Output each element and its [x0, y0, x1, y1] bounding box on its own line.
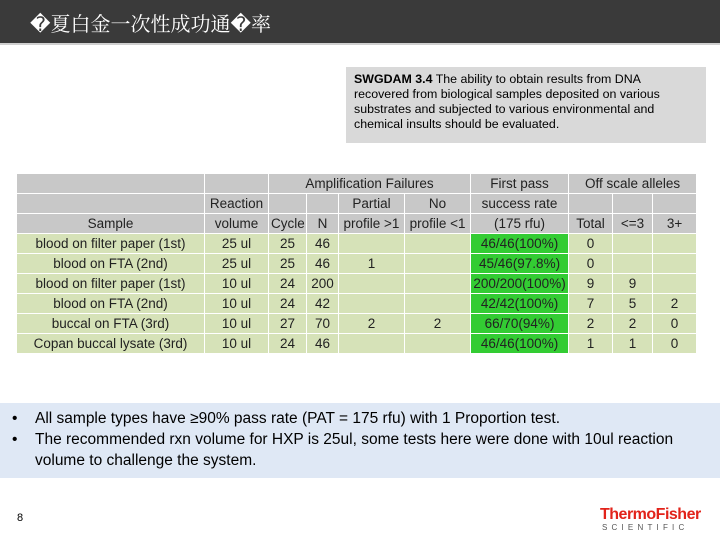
bullet-item: [10, 429, 710, 471]
cell-le3: 1: [613, 334, 653, 354]
bullet-text: The recommended rxn volume for HXP is 25ul, some tests here were done with 10ul reaction volume to challenge the system.: [35, 431, 674, 469]
cell-sample: blood on filter paper (1st): [17, 274, 205, 294]
cell-sample: buccal on FTA (3rd): [17, 314, 205, 334]
title-bar: [0, 0, 720, 45]
cell-gt3: [653, 254, 697, 274]
header-n: N: [307, 214, 339, 234]
header-le3: <=3: [613, 214, 653, 234]
table-header-row-2: [17, 194, 697, 214]
cell-volume: 25 ul: [205, 254, 269, 274]
header-first-pass: First pass: [471, 174, 569, 194]
cell-volume: 10 ul: [205, 274, 269, 294]
bullet-text: All sample types have ≥90% pass rate (PAT = 175 rfu) with 1 Proportion test.: [35, 410, 560, 427]
cell-gt3: 0: [653, 314, 697, 334]
summary-bullets: [0, 403, 720, 478]
cell-volume: 25 ul: [205, 234, 269, 254]
table-body: [17, 234, 697, 354]
cell-partial: [339, 274, 405, 294]
cell-cycle: 24: [269, 294, 307, 314]
header-profile-lt1: profile <1: [405, 214, 471, 234]
cell-le3: 2: [613, 314, 653, 334]
page-number: 8: [17, 512, 24, 524]
cell-sample: blood on filter paper (1st): [17, 234, 205, 254]
cell-volume: 10 ul: [205, 314, 269, 334]
cell-n: 200: [307, 274, 339, 294]
cell-cycle: 25: [269, 254, 307, 274]
cell-pass-rate: 45/46(97.8%): [471, 254, 569, 274]
cell-gt3: [653, 274, 697, 294]
header-profile-gt1: profile >1: [339, 214, 405, 234]
logo-line-1: ThermoFisher: [600, 506, 701, 523]
quote-lead: SWGDAM 3.4: [354, 72, 433, 86]
cell-no-profile: 2: [405, 314, 471, 334]
cell-cycle: 27: [269, 314, 307, 334]
cell-no-profile: [405, 234, 471, 254]
cell-no-profile: [405, 254, 471, 274]
table-row: [17, 254, 697, 274]
cell-le3: [613, 254, 653, 274]
cell-pass-rate: 46/46(100%): [471, 334, 569, 354]
slide-title: �夏白金一次性成功通�率: [30, 12, 272, 36]
cell-cycle: 25: [269, 234, 307, 254]
cell-gt3: 0: [653, 334, 697, 354]
cell-volume: 10 ul: [205, 334, 269, 354]
cell-partial: [339, 234, 405, 254]
cell-cycle: 24: [269, 274, 307, 294]
table-header-row-3: [17, 214, 697, 234]
table-row: [17, 274, 697, 294]
cell-n: 46: [307, 234, 339, 254]
bullet-item: [10, 408, 710, 429]
cell-le3: 9: [613, 274, 653, 294]
header-volume: volume: [205, 214, 269, 234]
cell-no-profile: [405, 274, 471, 294]
header-gt3: 3+: [653, 214, 697, 234]
cell-partial: [339, 294, 405, 314]
cell-le3: [613, 234, 653, 254]
cell-gt3: [653, 234, 697, 254]
cell-no-profile: [405, 334, 471, 354]
header-total: Total: [569, 214, 613, 234]
cell-pass-rate: 42/42(100%): [471, 294, 569, 314]
cell-cycle: 24: [269, 334, 307, 354]
swgdam-quote-box: [346, 67, 706, 143]
header-reaction: Reaction: [205, 194, 269, 214]
cell-partial: 1: [339, 254, 405, 274]
cell-n: 42: [307, 294, 339, 314]
table-row: [17, 334, 697, 354]
cell-le3: 5: [613, 294, 653, 314]
cell-total: 7: [569, 294, 613, 314]
cell-sample: Copan buccal lysate (3rd): [17, 334, 205, 354]
header-off-scale: Off scale alleles: [569, 174, 697, 194]
table-header-row-1: [17, 174, 697, 194]
logo-line-2: SCIENTIFIC: [602, 523, 689, 532]
cell-partial: [339, 334, 405, 354]
header-success-rate: success rate: [471, 194, 569, 214]
cell-sample: blood on FTA (2nd): [17, 294, 205, 314]
header-cycle: Cycle: [269, 214, 307, 234]
results-table: [16, 173, 697, 354]
quote-text: The ability to obtain results from DNA recovered from biological samples deposited on various substrates and subjected to various environmental and chemical insults should be evaluated.: [354, 72, 660, 131]
bullet-dot: •: [12, 410, 18, 427]
bullet-dot: •: [12, 431, 18, 448]
cell-no-profile: [405, 294, 471, 314]
cell-total: 9: [569, 274, 613, 294]
cell-volume: 10 ul: [205, 294, 269, 314]
table-row: [17, 294, 697, 314]
cell-sample: blood on FTA (2nd): [17, 254, 205, 274]
header-amplification-failures: Amplification Failures: [269, 174, 471, 194]
cell-partial: 2: [339, 314, 405, 334]
table-row: [17, 234, 697, 254]
cell-pass-rate: 66/70(94%): [471, 314, 569, 334]
header-partial: Partial: [339, 194, 405, 214]
cell-n: 46: [307, 254, 339, 274]
cell-n: 70: [307, 314, 339, 334]
header-no: No: [405, 194, 471, 214]
table-row: [17, 314, 697, 334]
cell-total: 2: [569, 314, 613, 334]
cell-pass-rate: 200/200(100%): [471, 274, 569, 294]
cell-total: 0: [569, 234, 613, 254]
header-sample: Sample: [17, 214, 205, 234]
header-rfu: (175 rfu): [471, 214, 569, 234]
cell-pass-rate: 46/46(100%): [471, 234, 569, 254]
cell-n: 46: [307, 334, 339, 354]
thermo-fisher-logo: [600, 507, 708, 533]
cell-gt3: 2: [653, 294, 697, 314]
cell-total: 1: [569, 334, 613, 354]
cell-total: 0: [569, 254, 613, 274]
